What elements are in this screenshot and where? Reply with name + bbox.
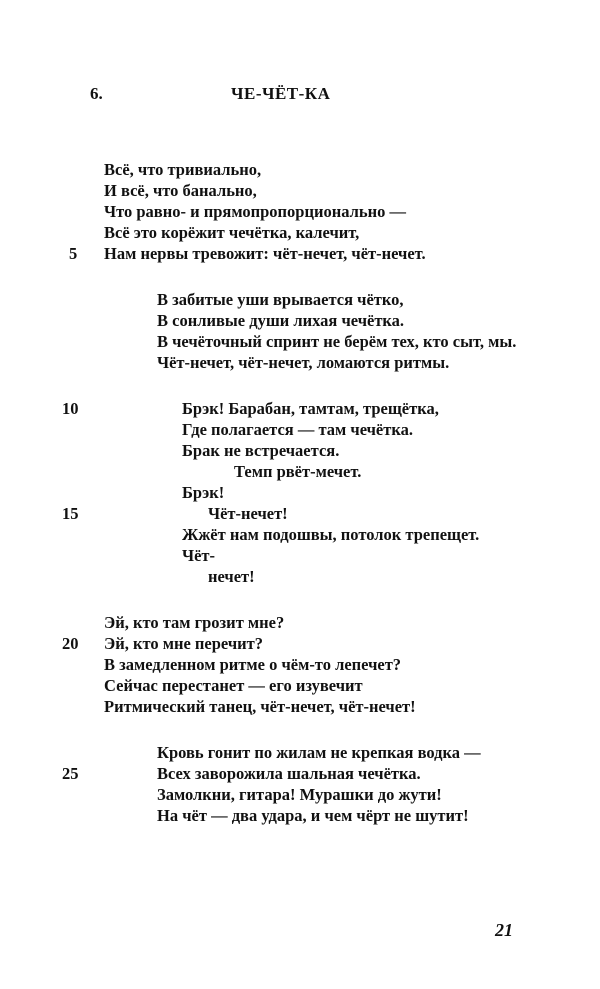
page-number: 21 — [495, 920, 513, 940]
poem-title: ЧЕ-ЧЁТ-КА — [231, 84, 331, 103]
poem-line: Жжёт нам подошвы, потолок трепещет. — [182, 525, 480, 544]
poem-line: Брэк! Барабан, тамтам, трещётка, — [182, 399, 439, 418]
poem-line: И всё, что банально, — [104, 181, 257, 200]
poem-line: Ритмический танец, чёт-нечет, чёт-нечет! — [104, 697, 416, 716]
poem-line: Всё это корёжит чечётка, калечит, — [104, 223, 360, 242]
poem-line: В забитые уши врывается чётко, — [157, 290, 404, 309]
poem-number: 6. — [90, 84, 103, 103]
poem-line: Всё, что тривиально, — [104, 160, 262, 179]
line-number: 15 — [62, 504, 79, 523]
poem-line: Темп рвёт-мечет. — [234, 462, 362, 481]
poem-line: Что равно- и прямопропорционально — — [104, 202, 406, 221]
poem-line: В чечёточный спринт не берём тех, кто сыт, мы. — [157, 332, 517, 351]
poem-line: Эй, кто там грозит мне? — [104, 613, 285, 632]
poem-line: Где полагается — там чечётка. — [182, 420, 413, 439]
poem-line: Кровь гонит по жилам не крепкая водка — — [157, 743, 481, 762]
poem-line: На чёт — два удара, и чем чёрт не шутит! — [157, 806, 469, 825]
poem-line: Брак не встречается. — [182, 441, 340, 460]
poem-line: Чёт-нечет, чёт-нечет, ломаются ритмы. — [157, 353, 450, 372]
poem-line: Чёт- — [182, 546, 216, 565]
line-number: 20 — [62, 634, 79, 653]
poem-line: Сейчас перестанет — его изувечит — [104, 676, 363, 695]
poem-line: В замедленном ритме о чём-то лепечет? — [104, 655, 402, 674]
line-number: 5 — [69, 244, 78, 263]
poem-line: Брэк! — [182, 483, 225, 502]
poem-line: Замолкни, гитара! Мурашки до жути! — [157, 785, 442, 804]
poem-line: нечет! — [208, 567, 255, 586]
poem-line: Всех заворожила шальная чечётка. — [157, 764, 421, 783]
poem-line: Эй, кто мне перечит? — [104, 634, 263, 653]
poem-line: В сонливые души лихая чечётка. — [157, 311, 405, 330]
poem-line: Чёт-нечет! — [208, 504, 288, 523]
poem-line: Нам нервы тревожит: чёт-нечет, чёт-нечет. — [104, 244, 426, 263]
line-number: 10 — [62, 399, 79, 418]
line-number: 25 — [62, 764, 79, 783]
